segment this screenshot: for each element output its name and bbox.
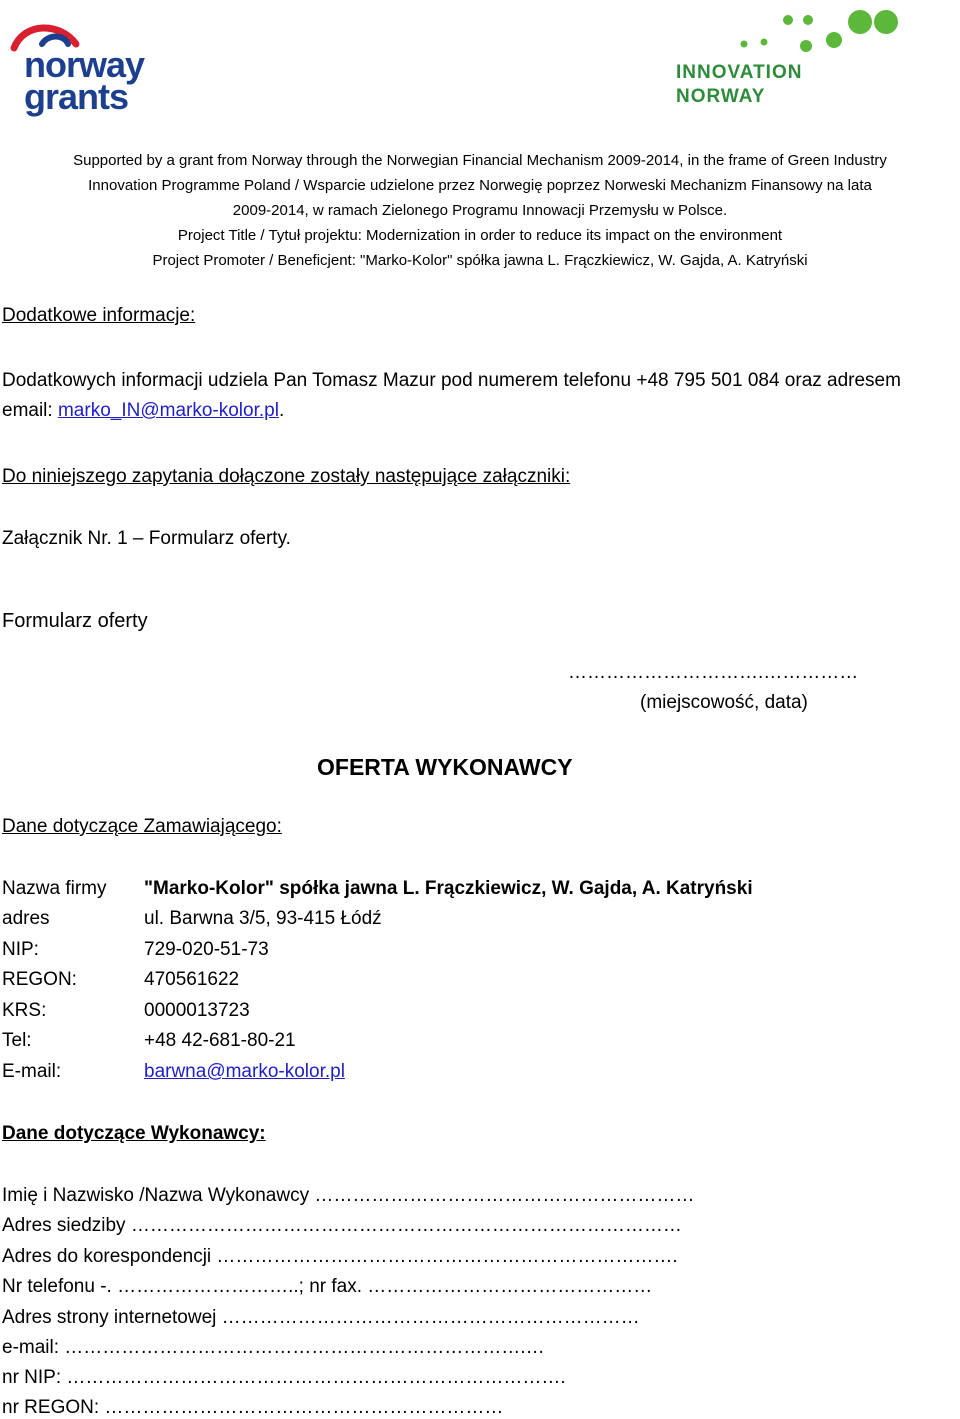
project-title: Project Title / Tytuł projektu: Modernization in order to reduce its impact on the environment bbox=[177, 227, 783, 244]
form-title: Formularz oferty bbox=[2, 610, 148, 632]
norway-grants-line1: norway bbox=[24, 44, 145, 85]
header-line-3: 2009-2014, w ramach Zielonego Programu Innowacji Przemysłu w Polsce. bbox=[232, 202, 728, 219]
header-line-1: Supported by a grant from Norway through the Norwegian Financial Mechanism 2009-2014, in the frame of Green Industry bbox=[73, 152, 887, 169]
additional-info-email-line bbox=[2, 400, 284, 422]
contractor-email-field[interactable]: e-mail: ……………………………………………………………….… bbox=[2, 1337, 545, 1358]
tel-value: +48 42-681-80-21 bbox=[144, 1030, 296, 1051]
norway-grants-line2: grants bbox=[24, 76, 129, 117]
innovation-norway-line1: INNOVATION bbox=[676, 62, 803, 83]
regon-value: 470561622 bbox=[144, 969, 240, 990]
nip-label: NIP: bbox=[2, 939, 39, 960]
attachments-heading: Do niniejszego zapytania dołączone zostały następujące załączniki: bbox=[2, 466, 571, 487]
contractor-regon-field[interactable]: nr REGON: ……………………………………………………… bbox=[2, 1397, 504, 1418]
offer-title: OFERTA WYKONAWCY bbox=[317, 754, 573, 780]
contractor-phone-fax-field[interactable]: Nr telefonu -. ………………………..; nr fax. ……………………………………… bbox=[2, 1276, 653, 1297]
date-label: (miejscowość, data) bbox=[640, 692, 808, 713]
contractor-name-field[interactable]: Imię i Nazwisko /Nazwa Wykonawcy …………………………………………………… bbox=[2, 1185, 695, 1206]
attachment-item-1: Załącznik Nr. 1 – Formularz oferty. bbox=[2, 528, 291, 549]
email-label: E-mail: bbox=[2, 1061, 62, 1082]
header-line-2: Innovation Programme Poland / Wsparcie udzielone przez Norwegię poprzez Norweski Mechanizm Finansowy na lata bbox=[88, 177, 872, 194]
address-value: ul. Barwna 3/5, 93-415 Łódź bbox=[144, 908, 382, 929]
krs-value: 0000013723 bbox=[144, 1000, 250, 1021]
company-name-label: Nazwa firmy bbox=[2, 878, 107, 899]
date-dots: ………………………….…………… bbox=[568, 662, 859, 683]
email-suffix: . bbox=[278, 400, 285, 421]
innovation-norway-logo bbox=[676, 6, 916, 116]
project-promoter: Project Promoter / Beneficjent: "Marko-Kolor" spółka jawna L. Frączkiewicz, W. Gajda, A. Katryński bbox=[152, 252, 808, 269]
contractor-nip-field[interactable]: nr NIP: ……………………………………………………………………. bbox=[2, 1367, 566, 1388]
company-name-value: "Marko-Kolor" spółka jawna L. Frączkiewicz, W. Gajda, A. Katryński bbox=[144, 878, 753, 899]
innovation-norway-dots bbox=[676, 6, 916, 66]
contractor-correspondence-field[interactable]: Adres do korespondencji ………………………………………………………………. bbox=[2, 1246, 678, 1267]
additional-info-heading: Dodatkowe informacje: bbox=[2, 305, 196, 326]
contractor-address-field[interactable]: Adres siedziby …………………………………………………………………………… bbox=[2, 1215, 682, 1236]
contact-email-link[interactable]: marko_IN@marko-kolor.pl bbox=[57, 400, 279, 421]
innovation-norway-line2: NORWAY bbox=[676, 86, 766, 107]
regon-label: REGON: bbox=[2, 969, 77, 990]
tel-label: Tel: bbox=[2, 1030, 32, 1051]
email-prefix: email: bbox=[2, 400, 58, 421]
contractor-heading: Dane dotyczące Wykonawcy: bbox=[2, 1123, 266, 1144]
additional-info-text: Dodatkowych informacji udziela Pan Tomasz Mazur pod numerem telefonu +48 795 501 084 oraz adresem bbox=[2, 370, 901, 391]
ordering-party-email-link[interactable]: barwna@marko-kolor.pl bbox=[144, 1061, 345, 1082]
contractor-website-field[interactable]: Adres strony internetowej ………………………………………………………… bbox=[2, 1307, 640, 1328]
krs-label: KRS: bbox=[2, 1000, 47, 1021]
norway-grants-logo bbox=[8, 18, 158, 118]
address-label: adres bbox=[2, 908, 50, 929]
nip-value: 729-020-51-73 bbox=[144, 939, 269, 960]
ordering-party-heading: Dane dotyczące Zamawiającego: bbox=[2, 816, 282, 837]
